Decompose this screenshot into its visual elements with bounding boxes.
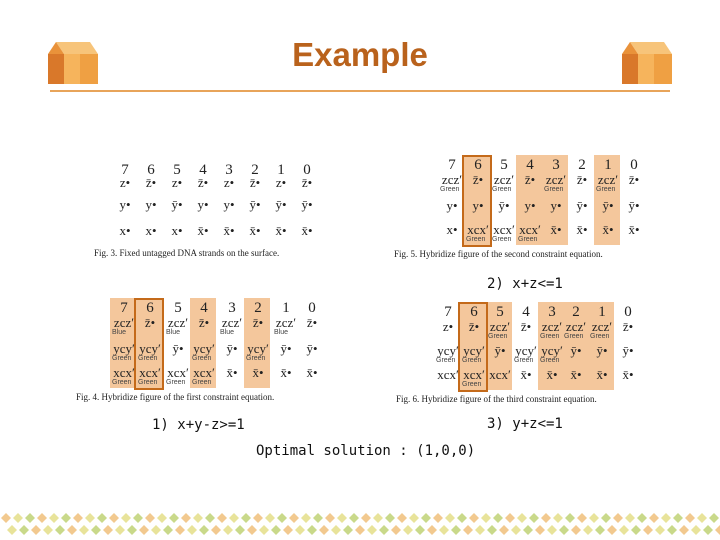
footer-diamond [127,525,137,535]
footer-diamond [643,525,653,535]
column-number: 1 [604,157,612,173]
strand-cell: x̄• [602,222,614,237]
strand-cell: z̄• [468,319,480,334]
column-number: 7 [448,157,456,173]
footer-diamond [433,513,443,523]
strand-cell: x̄• [301,223,313,238]
color-tag: Green [596,186,616,193]
constraint-label-3: 3) y+z<=1 [487,416,563,432]
footer-diamond [397,513,407,523]
footer-diamond [253,513,263,523]
footer-diamond [709,513,719,523]
strand-cell: zcz′ [591,319,613,334]
strand-cell: xcx′ [193,365,215,380]
footer-diamond [175,525,185,535]
footer-diamond [715,525,720,535]
strand-cell: ȳ• [249,197,261,212]
constraint-label-2: 2) x+z<=1 [487,276,563,292]
strand-cell: x̄• [596,367,608,382]
footer-diamond [163,525,173,535]
column-number: 3 [228,300,236,316]
footer-diamond [229,513,239,523]
footer-diamond [451,525,461,535]
footer-diamond [457,513,467,523]
footer-diamond [103,525,113,535]
diamond-pattern-footer [0,512,720,538]
column-number: 6 [474,157,482,173]
footer-diamond [703,525,713,535]
footer-diamond [541,513,551,523]
footer-diamond [133,513,143,523]
color-tag: Green [138,355,158,362]
strand-cell: ȳ• [494,343,506,358]
footer-diamond [247,525,257,535]
footer-diamond [535,525,545,535]
footer-diamond [139,525,149,535]
strand-cell: z• [119,175,131,190]
strand-cell: x• [119,223,131,238]
strand-cell: zcz′ [113,315,135,330]
footer-diamond [319,525,329,535]
strand-cell: ycy′ [437,343,459,358]
footer-diamond [679,525,689,535]
footer-diamond [667,525,677,535]
color-tag: Green [462,381,482,388]
footer-diamond [637,513,647,523]
footer-diamond [349,513,359,523]
footer-diamond [589,513,599,523]
footer-diamond [469,513,479,523]
footer-diamond [19,525,29,535]
column-number: 4 [199,162,207,178]
figure-5 [394,155,665,263]
strand-cell: ȳ• [602,198,614,213]
footer-diamond [181,513,191,523]
footer-diamond [691,525,701,535]
footer-diamond [529,513,539,523]
footer-diamond [43,525,53,535]
footer-diamond [223,525,233,535]
footer-diamond [115,525,125,535]
strand-cell: x̄• [197,223,209,238]
cube-logo-icon [620,40,674,86]
title-underline [50,90,670,92]
footer-diamond [427,525,437,535]
strand-cell: z̄• [198,315,210,330]
footer-diamond [583,525,593,535]
footer-diamond [259,525,269,535]
strand-cell: xcx′ [467,222,489,237]
footer-diamond [559,525,569,535]
strand-cell: ȳ• [226,341,238,356]
footer-diamond [607,525,617,535]
strand-cell: x̄• [223,223,235,238]
strand-cell: zcz′ [167,315,189,330]
footer-diamond [631,525,641,535]
strand-cell: z̄• [628,172,640,187]
color-tag: Green [492,186,512,193]
footer-diamond [241,513,251,523]
footer-diamond [283,525,293,535]
column-number: 1 [282,300,290,316]
footer-diamond [499,525,509,535]
footer-diamond [481,513,491,523]
strand-cell: zcz′ [275,315,297,330]
strand-cell: y• [197,197,209,212]
footer-diamond [409,513,419,523]
strand-cell: z̄• [524,172,536,187]
strand-cell: ycy′ [463,343,485,358]
footer-diamond [361,513,371,523]
color-tag: Green [466,236,486,243]
figure-caption: Fig. 6. Hybridize figure of the third constraint equation. [396,394,597,404]
strand-cell: y• [524,198,536,213]
strand-cell: z̄• [145,175,157,190]
color-tag: Blue [112,329,127,336]
footer-diamond [325,513,335,523]
footer-diamond [373,513,383,523]
strand-cell: xcx′ [113,365,135,380]
strand-cell: z̄• [249,175,261,190]
strand-cell: y• [472,198,484,213]
color-tag: Green [436,357,456,364]
footer-diamond [187,525,197,535]
strand-cell: zcz′ [441,172,463,187]
footer-diamond [379,525,389,535]
strand-cell: x̄• [622,367,634,382]
footer-diamond [505,513,515,523]
color-tag: Green [112,379,132,386]
column-number: 2 [578,157,586,173]
footer-diamond [601,513,611,523]
color-tag: Green [518,236,538,243]
strand-cell: x̄• [628,222,640,237]
column-number: 4 [522,304,530,320]
strand-cell: ȳ• [576,198,588,213]
footer-diamond [199,525,209,535]
footer-diamond [25,513,35,523]
cube-logo-icon [46,40,100,86]
strand-cell: xcx′ [463,367,485,382]
footer-diamond [193,513,203,523]
figure-6 [396,302,667,406]
footer-diamond [169,513,179,523]
strand-cell: y• [145,197,157,212]
column-number: 7 [121,162,129,178]
strand-cell: zcz′ [489,319,511,334]
footer-diamond [391,525,401,535]
strand-cell: x̄• [275,223,287,238]
color-tag: Green [488,333,508,340]
strand-cell: z̄• [144,315,156,330]
footer-diamond [49,513,59,523]
footer-diamond [79,525,89,535]
footer-diamond [565,513,575,523]
strand-cell: z̄• [252,315,264,330]
footer-diamond [475,525,485,535]
strand-cell: x• [171,223,183,238]
figure-4 [76,298,337,406]
strand-cell: z̄• [306,315,318,330]
footer-diamond [1,513,11,523]
strand-cell: zcz′ [221,315,243,330]
footer-diamond [307,525,317,535]
footer-diamond [145,513,155,523]
strand-cell: z̄• [197,175,209,190]
color-tag: Green [192,355,212,362]
footer-diamond [301,513,311,523]
strand-cell: x̄• [520,367,532,382]
strand-cell: z̄• [520,319,532,334]
footer-diamond [511,525,521,535]
strand-cell: ȳ• [172,341,184,356]
strand-cell: ȳ• [301,197,313,212]
optimal-solution: Optimal solution : (1,0,0) [256,443,476,459]
color-tag: Green [166,379,186,386]
column-number: 1 [277,162,285,178]
color-tag: Green [440,186,460,193]
strand-cell: x̄• [570,367,582,382]
footer-diamond [91,525,101,535]
footer-diamond [661,513,671,523]
footer-diamond [571,525,581,535]
strand-cell: x̄• [576,222,588,237]
color-tag: Green [564,333,584,340]
strand-cell: zcz′ [493,172,515,187]
footer-diamond [85,513,95,523]
footer-diamond [613,513,623,523]
color-tag: Blue [274,329,289,336]
footer-diamond [235,525,245,535]
footer-diamond [73,513,83,523]
strand-cell: x̄• [546,367,558,382]
strand-cell: y• [223,197,235,212]
strand-cell: ȳ• [498,198,510,213]
footer-diamond [649,513,659,523]
footer-diamond [109,513,119,523]
column-number: 0 [308,300,316,316]
footer-diamond [97,513,107,523]
strand-cell: ycy′ [193,341,215,356]
footer-diamond [55,525,65,535]
strand-cell: ycy′ [139,341,161,356]
column-number: 0 [624,304,632,320]
footer-diamond [343,525,353,535]
footer-diamond [517,513,527,523]
footer-diamond [271,525,281,535]
column-number: 5 [500,157,508,173]
strand-cell: x̄• [280,365,292,380]
footer-diamond [151,525,161,535]
footer-diamond [547,525,557,535]
column-number: 6 [146,300,154,316]
column-number: 3 [552,157,560,173]
footer-diamond [13,513,23,523]
color-tag: Green [462,357,482,364]
strand-cell: x̄• [306,365,318,380]
footer-diamond [337,513,347,523]
color-tag: Green [138,379,158,386]
strand-cell: xcx′ [139,365,161,380]
color-tag: Green [540,357,560,364]
column-number: 6 [147,162,155,178]
strand-cell: y• [550,198,562,213]
color-tag: Green [540,333,560,340]
strand-cell: z̄• [472,172,484,187]
column-number: 2 [251,162,259,178]
strand-cell: xcx′ [519,222,541,237]
footer-diamond [121,513,131,523]
strand-cell: ycy′ [515,343,537,358]
strand-cell: ycy′ [541,343,563,358]
footer-diamond [37,513,47,523]
strand-cell: z• [223,175,235,190]
strand-cell: zcz′ [565,319,587,334]
strand-cell: ȳ• [628,198,640,213]
color-tag: Green [544,186,564,193]
strand-cell: ȳ• [306,341,318,356]
strand-cell: ȳ• [596,343,608,358]
figure-caption: Fig. 3. Fixed untagged DNA strands on the surface. [94,248,280,258]
column-number: 2 [572,304,580,320]
strand-cell: x̄• [550,222,562,237]
footer-diamond [289,513,299,523]
strand-cell: z• [442,319,454,334]
strand-cell: ȳ• [275,197,287,212]
color-tag: Green [590,333,610,340]
strand-cell: z• [275,175,287,190]
footer-diamond [655,525,665,535]
footer-diamond [385,513,395,523]
strand-cell: ȳ• [570,343,582,358]
strand-cell: xcx′ [437,367,459,382]
strand-cell: ȳ• [171,197,183,212]
figure-3 [94,160,330,260]
footer-diamond [313,513,323,523]
footer-diamond [367,525,377,535]
footer-diamond [331,525,341,535]
footer-diamond [217,513,227,523]
footer-diamond [403,525,413,535]
figure-caption: Fig. 4. Hybridize figure of the first constraint equation. [76,392,275,402]
footer-diamond [619,525,629,535]
strand-cell: z̄• [301,175,313,190]
column-number: 5 [496,304,504,320]
footer-diamond [487,525,497,535]
strand-cell: ȳ• [622,343,634,358]
strand-cell: z̄• [622,319,634,334]
column-number: 3 [548,304,556,320]
slide-title: Example [292,36,428,73]
color-tag: Green [246,355,266,362]
column-number: 4 [526,157,534,173]
footer-diamond [673,513,683,523]
footer-diamond [421,513,431,523]
column-number: 0 [630,157,638,173]
strand-cell: x• [145,223,157,238]
figure-caption: Fig. 5. Hybridize figure of the second constraint equation. [394,249,603,259]
footer-diamond [31,525,41,535]
footer-diamond [577,513,587,523]
footer-diamond [439,525,449,535]
strand-cell: x̄• [252,365,264,380]
color-tag: Green [112,355,132,362]
footer-diamond [445,513,455,523]
footer-diamond [61,513,71,523]
footer-diamond [211,525,221,535]
color-tag: Blue [166,329,181,336]
footer-diamond [463,525,473,535]
strand-cell: x• [446,222,458,237]
strand-cell: zcz′ [597,172,619,187]
footer-diamond [205,513,215,523]
footer-diamond [685,513,695,523]
footer-diamond [493,513,503,523]
strand-cell: xcx′ [493,222,515,237]
footer-diamond [523,525,533,535]
footer-diamond [265,513,275,523]
footer-diamond [625,513,635,523]
strand-cell: z̄• [576,172,588,187]
strand-cell: ycy′ [247,341,269,356]
color-tag: Green [492,236,512,243]
column-number: 1 [598,304,606,320]
column-number: 4 [200,300,208,316]
color-tag: Blue [220,329,235,336]
column-number: 6 [470,304,478,320]
column-number: 2 [254,300,262,316]
strand-cell: ȳ• [280,341,292,356]
column-number: 5 [173,162,181,178]
footer-diamond [295,525,305,535]
footer-diamond [553,513,563,523]
footer-diamond [157,513,167,523]
footer-diamond [415,525,425,535]
footer-diamond [277,513,287,523]
constraint-label-1: 1) x+y-z>=1 [152,417,245,433]
color-tag: Green [192,379,212,386]
strand-cell: x̄• [249,223,261,238]
color-tag: Green [514,357,534,364]
footer-diamond [7,525,17,535]
strand-cell: z• [171,175,183,190]
strand-cell: zcz′ [541,319,563,334]
footer-diamond [67,525,77,535]
column-number: 3 [225,162,233,178]
footer-diamond [595,525,605,535]
column-number: 5 [174,300,182,316]
strand-cell: xcx′ [167,365,189,380]
strand-cell: xcx′ [489,367,511,382]
strand-cell: y• [119,197,131,212]
strand-cell: ycy′ [113,341,135,356]
column-number: 7 [444,304,452,320]
column-number: 7 [120,300,128,316]
strand-cell: zcz′ [545,172,567,187]
footer-diamond [697,513,707,523]
column-number: 0 [303,162,311,178]
strand-cell: x̄• [226,365,238,380]
strand-cell: y• [446,198,458,213]
footer-diamond [355,525,365,535]
